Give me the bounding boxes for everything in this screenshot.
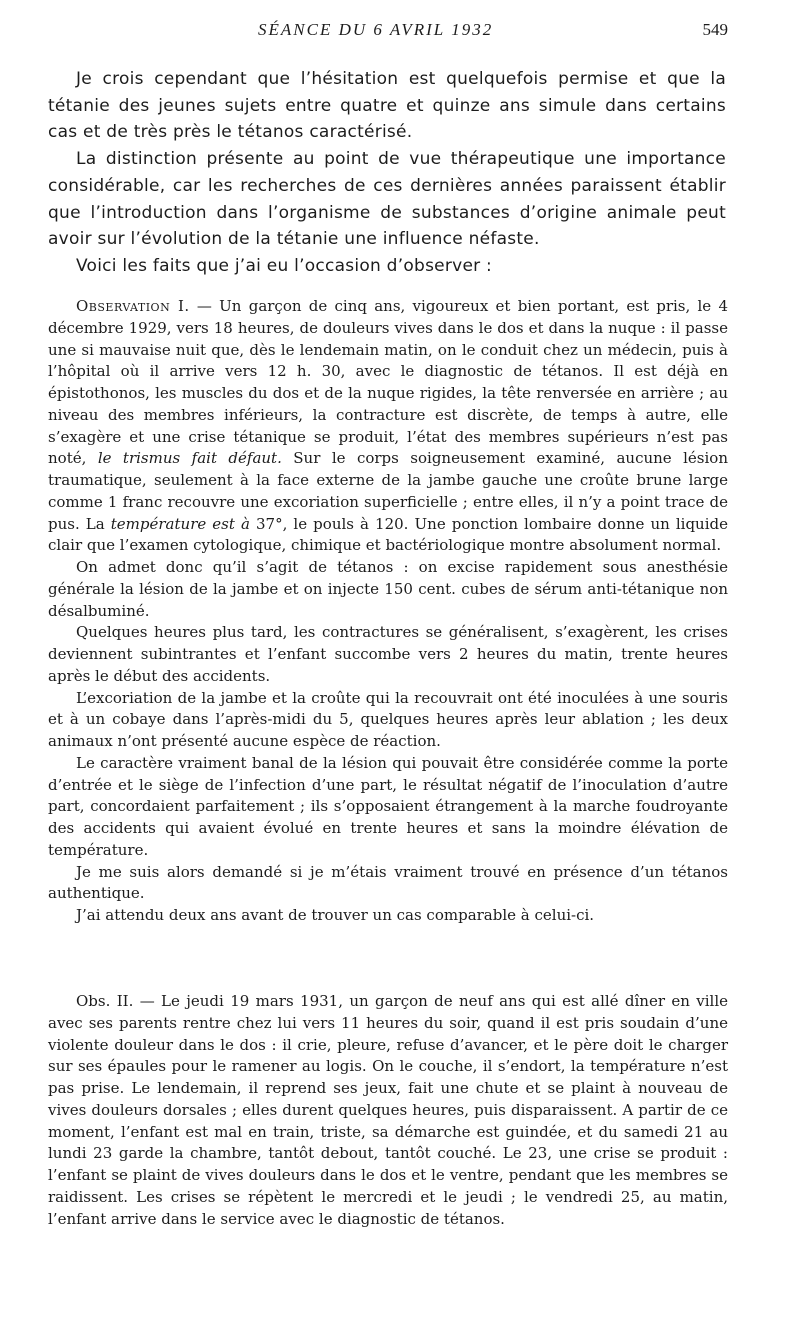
observation-text: — Un garçon de cinq ans, vigoureux et bien portant, est pris, le 4 décembre 1929, vers 18 heures, de douleurs vives dans le dos et dans la nuque : il passe une si mauvaise nuit que, dès le lendemain matin, on le conduit chez un médecin, puis à l’hôpital où il arrive vers 12 h. 30, avec le diagnostic de tétanos. Il est déjà en épistothonos, les muscles du dos et de la nuque rigides, la tête renversée en arrière ; au niveau des membres inférieurs, la contracture est discrète, de temps à autre, elle s’exagère et une crise tétanique se produit, l’état des membres supérieurs n’est pas noté,: [48, 297, 728, 468]
observation-1-paragraph: [48, 296, 728, 557]
intro-paragraph: La distinction présente au point de vue thérapeutique une importance considérable, car les recherches de ces dernières années paraissent établir que l’introduction dans l’organisme de substances d’origine animale peut avoir sur l’évolution de la tétanie une influence néfaste.: [48, 149, 726, 250]
observation-label: Observation I.: [76, 297, 190, 315]
observation-text: Sur le corps soigneusement examiné, aucune lésion traumatique, seulement à la face externe de la jambe gauche une croûte brune large comme 1 franc recouvre une excoriation superficielle ; entre elles, il n’y a point trace de pus. La: [48, 449, 728, 533]
observation-1: [48, 296, 728, 927]
observation-1-paragraph: J’ai attendu deux ans avant de trouver un cas comparable à celui-ci.: [76, 906, 595, 924]
page-number: 549: [702, 20, 728, 39]
observation-1-paragraph: L’excoriation de la jambe et la croûte qui la recouvrait ont été inoculées à une souris et à un cobaye dans l’après-midi du 5, quelques heures après leur ablation ; les deux animaux n’ont présenté aucune espèce de réaction.: [48, 688, 728, 750]
observation-2: [48, 991, 728, 1230]
running-header: [48, 20, 728, 44]
intro-paragraph: Je crois cependant que l’hésitation est quelquefois permise et que la tétanie des jeunes sujets entre quatre et quinze ans simule dans certains cas et de très près le tétanos caractérisé.: [48, 69, 726, 143]
observation-1-paragraph: On admet donc qu’il s’agit de tétanos : on excise rapidement sous anesthésie générale la lésion de la jambe et on injecte 150 cent. cubes de sérum anti-tétanique non désalbuminé.: [48, 558, 728, 620]
observation-label: Obs. II.: [76, 992, 134, 1010]
observation-1-paragraph: Le caractère vraiment banal de la lésion qui pouvait être considérée comme la porte d’entrée et le siège de l’infection d’une part, le résultat négatif de l’inoculation d’autre part, concordaient parfaitement ; ils s’opposaient étrangement à la marche foudroyante des accidents qui avaient évolué en trente heures et sans la moindre élévation de température.: [48, 753, 728, 859]
observation-text: 37°, le pouls à 120. Une ponction lombaire donne un liquide clair que l’examen cytologique, chimique et bactériologique montre absolument normal.: [48, 514, 728, 555]
intro-paragraph: Voici les faits que j’ai eu l’occasion d’observer :: [76, 255, 493, 276]
observation-italic-text: le trismus fait défaut.: [97, 449, 282, 468]
observation-2-paragraph: [48, 991, 728, 1230]
observation-italic-text: température est à: [110, 514, 250, 533]
observation-1-paragraph: Quelques heures plus tard, les contractures se généralisent, s’exagèrent, les crises deviennent subintrantes et l’enfant succombe vers 2 heures du matin, trente heures après le début des accidents.: [48, 623, 728, 685]
observation-1-paragraph: Je me suis alors demandé si je m’étais vraiment trouvé en présence d’un tétanos authentique.: [48, 862, 728, 903]
running-title: SÉANCE DU 6 AVRIL 1932: [258, 20, 494, 39]
observation-text: — Le jeudi 19 mars 1931, un garçon de neuf ans qui est allé dîner en ville avec ses parents rentre chez lui vers 11 heures du soir, quand il est pris soudain d’une violente douleur dans le dos : il crie, pleure, refuse d’avancer, et le père doit le charger sur ses épaules pour le ramener au logis. On le couche, il s’endort, la température n’est pas prise. Le lendemain, il reprend ses jeux, fait une chute et se plaint à nouveau de vives douleurs dorsales ; elles durent quelques heures, puis disparaissent. A partir de ce moment, l’enfant est mal en train, triste, sa démarche est guindée, et du samedi 21 au lundi 23 garde la chambre, tantôt debout, tantôt couché. Le 23, une crise se produit : l’enfant se plaint de vives douleurs dans le dos et le ventre, pendant que les membres se raidissent. Les crises se répètent le mercredi et le jeudi ; le vendredi 25, au matin, l’enfant arrive dans le service avec le diagnostic de tétanos.: [48, 992, 728, 1228]
intro-section: [48, 66, 726, 280]
